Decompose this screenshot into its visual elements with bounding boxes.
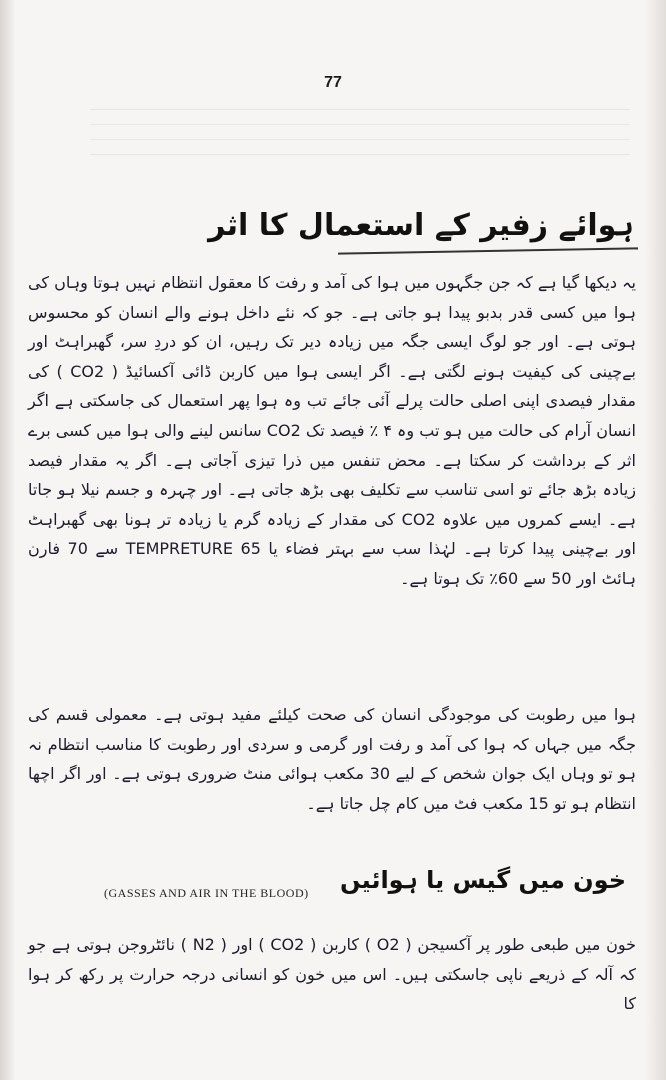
- page-outer-edge: [644, 0, 666, 1080]
- page-number: 77: [324, 74, 342, 91]
- section-subheading: خون میں گیس یا ہوائیں: [340, 866, 626, 894]
- section-subheading-english: (GASSES AND AIR IN THE BLOOD): [104, 886, 309, 900]
- show-through-bleed: [90, 95, 630, 165]
- body-paragraph-1: یہ دیکھا گیا ہے کہ جن جگہوں میں ہوا کی آمد و رفت کا معقول انتظام نہیں ہوتا وہاں کی ہوا میں کسی قدر بدبو پیدا ہو جاتی ہے۔ جو کہ نئے داخل ہونے والے انسان کو محسوس ہوتی ہے۔ اور جو لوگ ایسی جگہ میں زیادہ دیر تک رہیں، ان کو دردِ سر، گھبراہٹ اور بےچینی کی کیفیت ہونے لگتی ہے۔ اگر ایسی ہوا میں کاربن ڈائی آکسائیڈ ( CO2 ) کی مقدار فیصدی اپنی اصلی حالت پرلے آئی جائے تب وہ ہوا پھر استعمال کی جاسکتی ہے اگر انسان آرام کی حالت میں ہو تب وہ ۴ ٪ فیصد تک CO2 سانس لینے والی ہوا میں کسی برے اثر کے برداشت کر سکتا ہے۔ محض تنفس میں ذرا تیزی آجاتی ہے۔ اگر یہ مقدار فیصد زیادہ بڑھ جائے تو اسی تناسب سے تکلیف بھی بڑھ جاتی ہے۔ اور چہرہ و جسم نیلا ہو جاتا ہے۔ ایسے کمروں میں علاوہ CO2 کی مقدار کے زیادہ گرم یا زیادہ تر ہونا بھی گھبراہٹ اور بےچینی پیدا کرتا ہے۔ لہٰذا سب سے بہتر فضاء یا TEMPRETURE 65 سے 70 فارن ہائٹ اور 50 سے 60٪ تک ہوتا ہے۔: [28, 273, 636, 588]
- heading-underline: [338, 247, 638, 254]
- body-paragraph-2: ہوا میں رطوبت کی موجودگی انسان کی صحت کیلئے مفید ہوتی ہے۔ معمولی قسم کی جگہ میں جہاں کہ ہوا کی آمد و رفت اور گرمی و سردی اور رطوبت کا مناسب انتظام نہ ہو تو وہاں ایک جوان شخص کے لیے 30 مکعب ہوائی منٹ ضروری ہوتی ہے۔ اور اگر اچھا انتظام ہو تو 15 مکعب فٹ میں کام چل جاتا ہے۔: [28, 705, 637, 813]
- section-heading: ہوائے زفیر کے استعمال کا اثر: [208, 208, 634, 243]
- body-paragraph-3: خون میں طبعی طور پر آکسیجن ( O2 ) کاربن ( CO2 ) اور ( N2 ) نائٹروجن ہوتی ہے جو کہ آلہ کے ذریعے ناپی جاسکتی ہیں۔ اس میں خون کو انسانی درجہ حرارت پر رکھ کر ہوا کا: [28, 935, 637, 1014]
- page-binding-edge: [0, 0, 14, 1080]
